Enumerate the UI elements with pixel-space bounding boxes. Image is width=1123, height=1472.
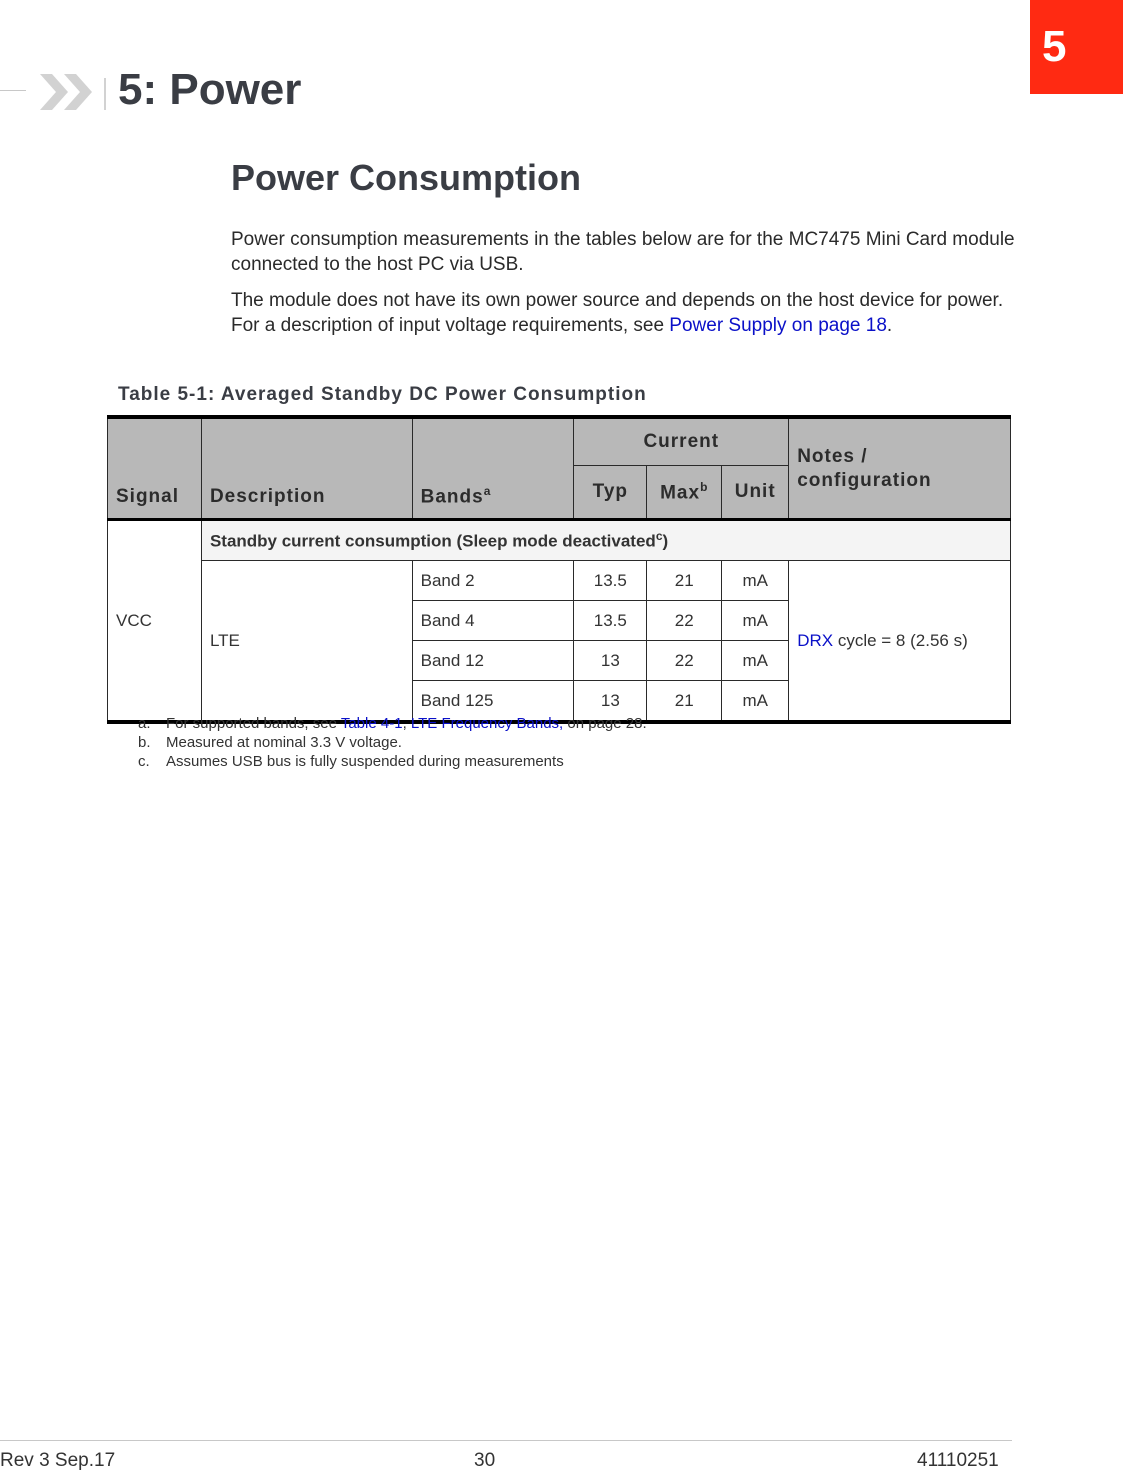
signal-cell: VCC (108, 520, 202, 723)
footnotes (138, 714, 647, 771)
power-source-paragraph (231, 288, 1021, 338)
footnote-text (166, 714, 647, 733)
typ-cell: 13 (574, 641, 647, 681)
table-caption: Table 5-1: Averaged Standby DC Power Consumption (118, 384, 647, 405)
typ-cell: 13 (574, 681, 647, 723)
header-max-label: Max (660, 482, 701, 504)
subheading-text: Standby current consumption (Sleep mode deactivated (209, 531, 656, 551)
unit-cell: mA (722, 681, 789, 723)
max-cell: 21 (647, 681, 722, 723)
header-signal: Signal (108, 417, 202, 520)
footnote-text: Measured at nominal 3.3 V voltage. (166, 734, 402, 751)
footnote-b (138, 733, 647, 752)
footnote-a-comma: , (402, 715, 411, 732)
footer-rule (0, 1440, 1012, 1441)
section-title: Power Consumption (231, 157, 581, 198)
footnote-a-end: on page 28. (563, 715, 647, 732)
intro-paragraph: Power consumption measurements in the tables below are for the MC7475 Mini Card module connected to the host PC via USB. (231, 229, 1015, 275)
band-cell: Band 12 (412, 641, 574, 681)
header-bands (412, 417, 574, 520)
power-supply-link[interactable]: Power Supply on page 18 (669, 315, 887, 336)
header-description: Description (201, 417, 412, 520)
footnote-mark: c. (138, 753, 150, 770)
footnote-mark: b. (138, 734, 151, 751)
description-cell: LTE (201, 561, 412, 723)
header-notes: Notes / configuration (789, 417, 1011, 520)
footer-revision: Rev 3 Sep.17 (0, 1450, 116, 1471)
footnote-c (138, 752, 647, 771)
footnote-mark: a. (138, 715, 151, 732)
band-cell: Band 125 (412, 681, 574, 723)
notes-cell (789, 561, 1011, 723)
chapter-title: 5: Power (118, 65, 302, 114)
para-end: . (886, 315, 893, 336)
header-current: Current (574, 417, 789, 466)
band-cell: Band 4 (412, 601, 574, 641)
footnote-ref-c: c (655, 529, 663, 544)
footer-page-number: 30 (474, 1450, 496, 1471)
band-cell: Band 2 (412, 561, 574, 601)
chevron-icon (38, 68, 108, 116)
notes-text: cycle = 8 (2.56 s) (833, 630, 968, 650)
header-unit: Unit (722, 466, 789, 520)
footnote-a-text: For supported bands, see (166, 715, 341, 732)
chapter-number: 5 (1042, 22, 1067, 71)
footnote-a (138, 714, 647, 733)
footnote-ref-a: a (483, 483, 492, 498)
unit-cell: mA (722, 641, 789, 681)
table-row (108, 561, 1011, 601)
typ-cell: 13.5 (574, 561, 647, 601)
max-cell: 21 (647, 561, 722, 601)
header-bands-label: Bands (420, 486, 484, 507)
table-4-1-link[interactable]: Table 4-1 (340, 715, 403, 732)
max-cell: 22 (647, 641, 722, 681)
footnote-ref-b: b (700, 479, 709, 494)
subheading-end: ) (662, 531, 669, 551)
chapter-tab (1030, 0, 1123, 94)
lte-frequency-bands-link[interactable]: LTE Frequency Bands, (410, 715, 564, 732)
table-subheading (201, 520, 1010, 561)
footnote-text: Assumes USB bus is fully suspended during measurements (166, 753, 564, 770)
header-rule (0, 90, 26, 91)
footer-doc-number: 41110251 (917, 1450, 999, 1471)
para-text: The module does not have its own power source and depends on the host device for power. For a description of input voltage requirements, see (231, 290, 1004, 336)
unit-cell: mA (722, 601, 789, 641)
unit-cell: mA (722, 561, 789, 601)
drx-link[interactable]: DRX (797, 630, 834, 650)
header-max (647, 466, 722, 520)
max-cell: 22 (647, 601, 722, 641)
typ-cell: 13.5 (574, 601, 647, 641)
header-typ: Typ (574, 466, 647, 520)
power-consumption-table (107, 415, 1011, 724)
